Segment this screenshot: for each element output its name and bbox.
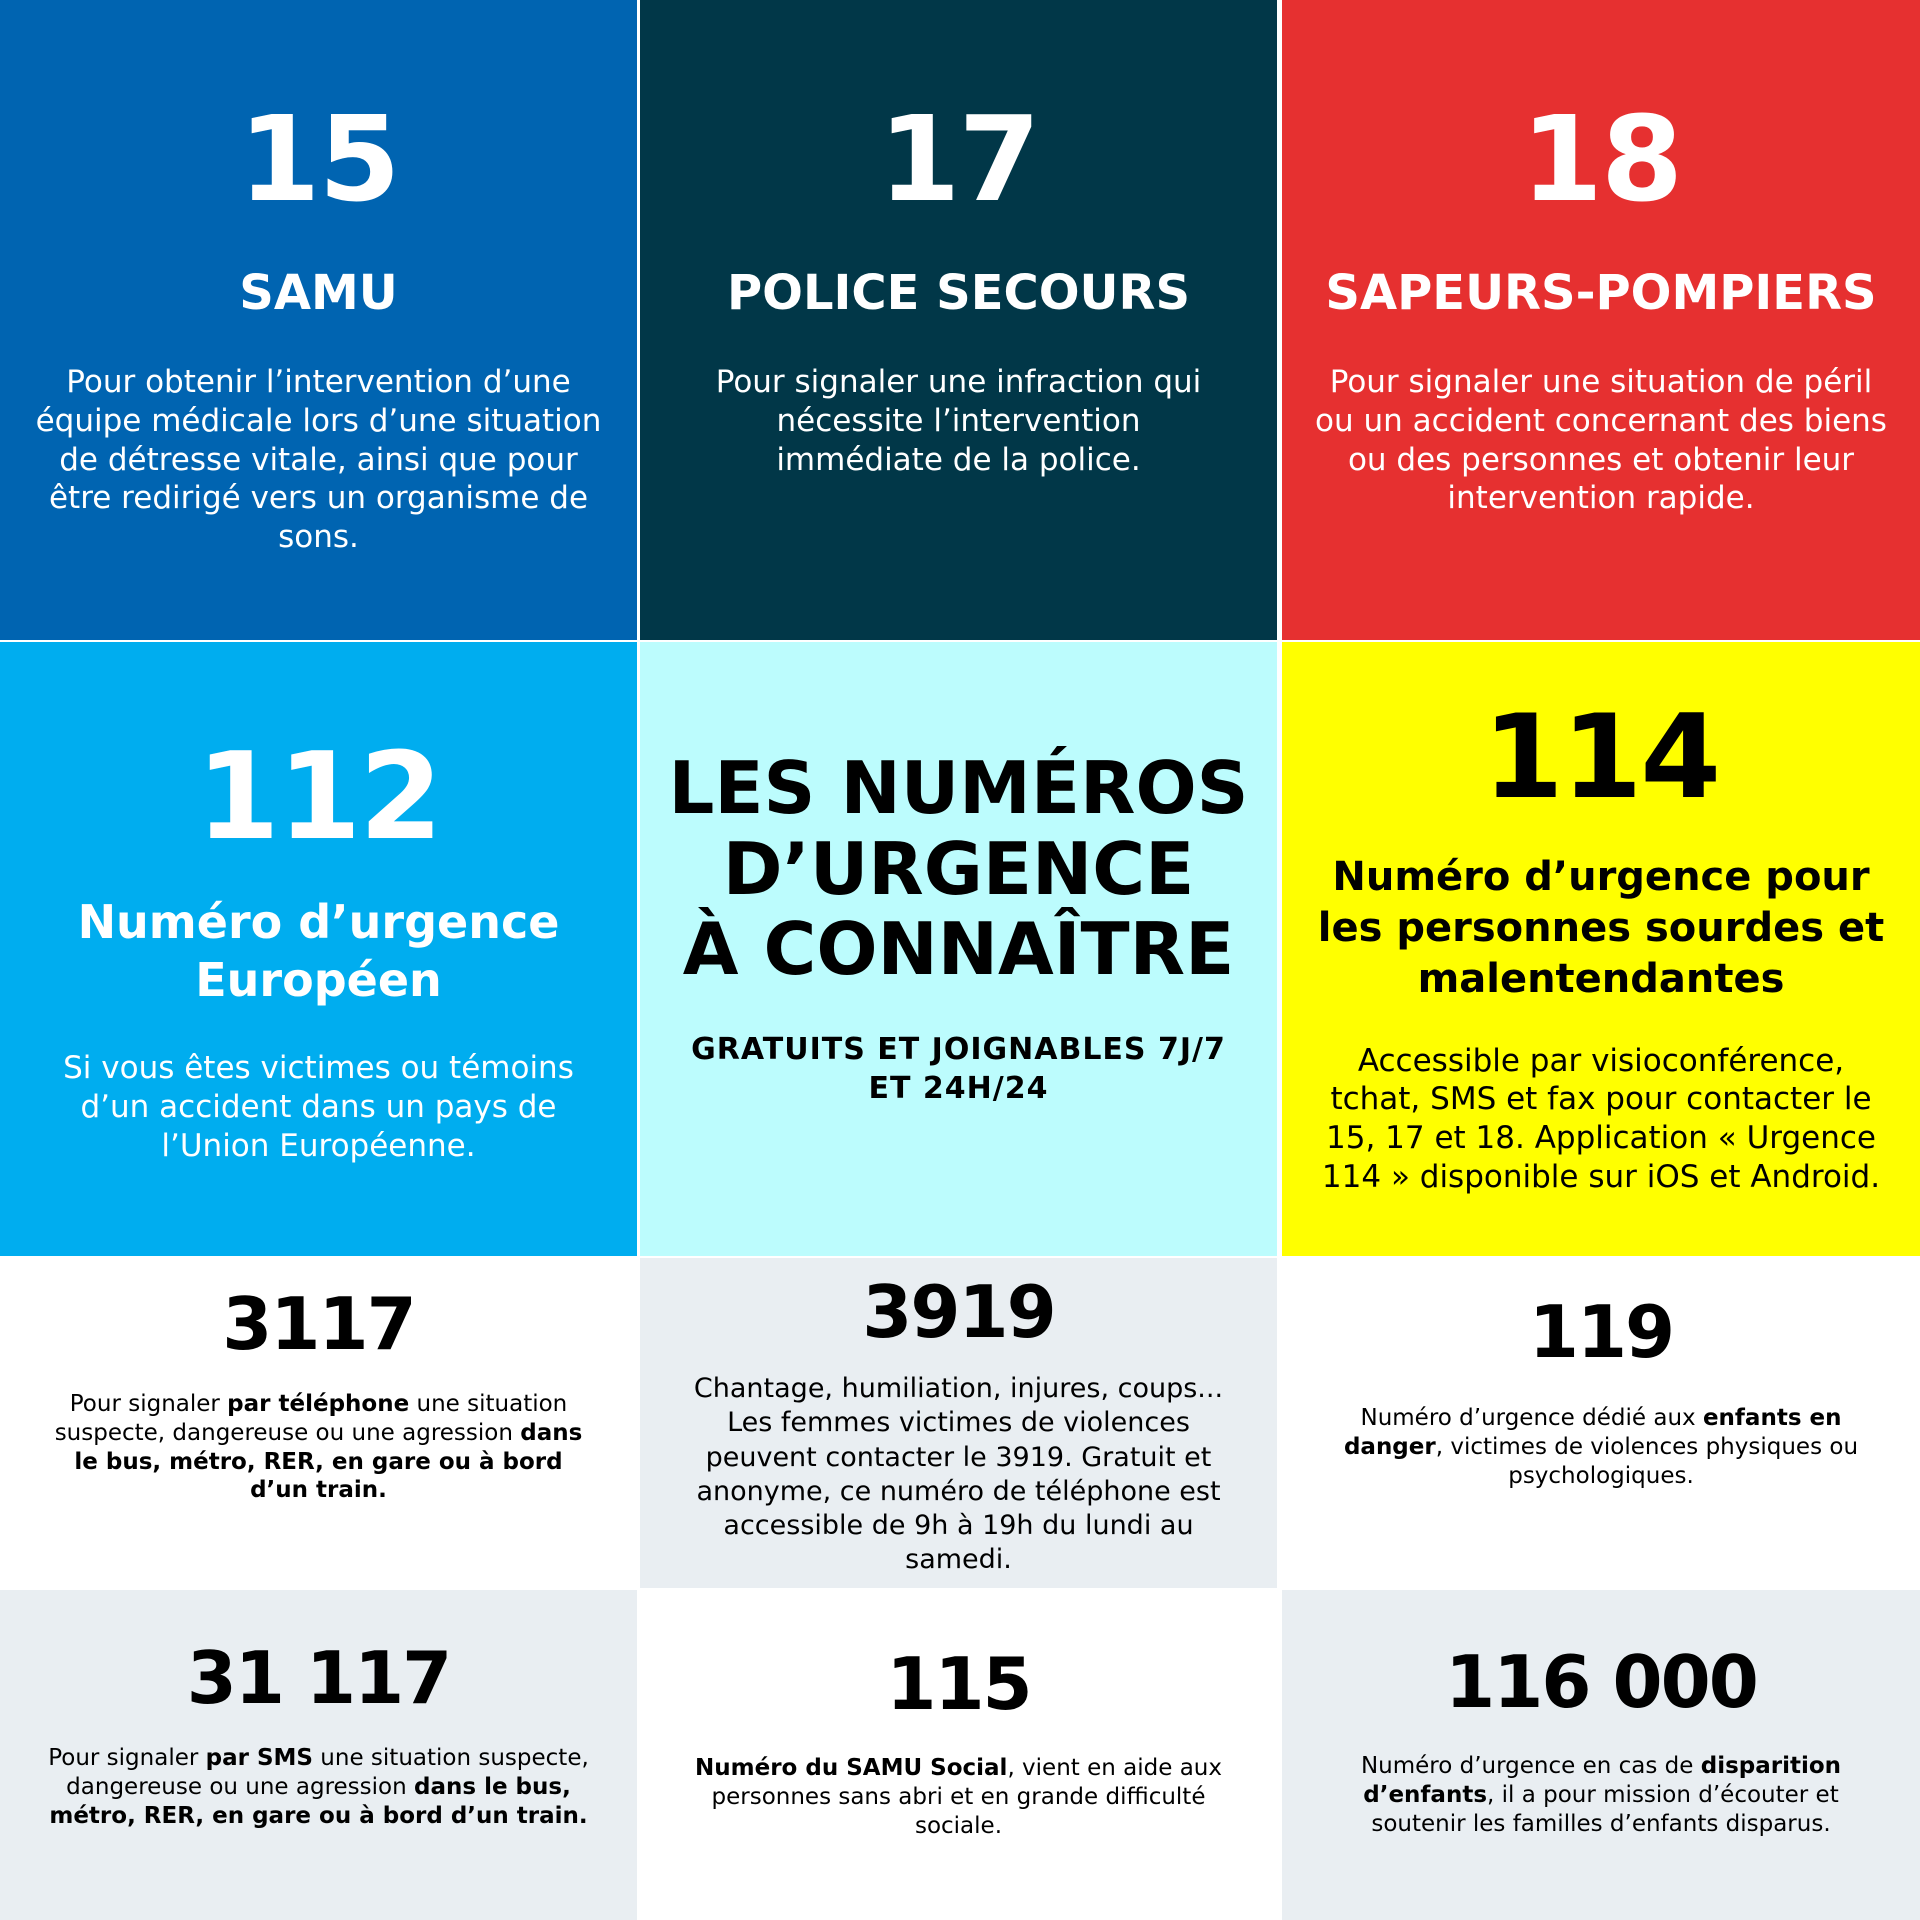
card-violences <box>640 1258 1277 1588</box>
sncf-sms-desc-bold2: dans le bus, métro, RER, en gare ou à bord d’un train. <box>49 1773 588 1829</box>
police-number: 17 <box>878 90 1039 228</box>
sncf-sms-desc-bold1: par SMS <box>205 1745 313 1771</box>
europe-description: Si vous êtes victimes ou témoins d’un accident dans un pays de l’Union Européenne. <box>63 1050 574 1164</box>
card-disparition <box>1282 1590 1920 1920</box>
card-sourds <box>1282 642 1920 1256</box>
sourds-title: Numéro d’urgence pour les personnes sourdes et malentendantes <box>1317 854 1885 1003</box>
card-sncf-sms <box>0 1590 637 1920</box>
violences-description: Chantage, humiliation, injures, coups... Les femmes victimes de violences peuvent contacter le 3919. Gratuit et anonyme, ce numéro de téléphone est accessible de 9h à 19h du lundi au samedi. <box>693 1373 1224 1576</box>
pompiers-description: Pour signaler une situation de péril ou un accident concernant des biens ou des personnes et obtenir leur intervention rapide. <box>1315 364 1887 517</box>
card-sncf-phone <box>0 1258 637 1588</box>
disparition-number: 116 000 <box>1445 1640 1757 1724</box>
europe-number: 112 <box>196 728 441 867</box>
card-samu <box>0 0 637 640</box>
card-headline <box>640 642 1277 1256</box>
europe-title-line1: Numéro d’urgence <box>77 895 560 949</box>
card-samu-social <box>640 1590 1277 1920</box>
pompiers-title: SAPEURS-POMPIERS <box>1325 265 1877 321</box>
enfance-number: 119 <box>1528 1290 1674 1374</box>
sncf-sms-number: 31 117 <box>186 1636 451 1720</box>
samu-social-desc-bold: Numéro du SAMU Social <box>695 1755 1008 1781</box>
sncf-phone-desc-pre: Pour signaler <box>69 1391 228 1417</box>
sncf-sms-desc-pre: Pour signaler <box>48 1745 206 1771</box>
sncf-phone-description <box>50 1390 587 1505</box>
samu-description: Pour obtenir l’intervention d’une équipe médicale lors d’une situation de détresse vitale, ainsi que pour être redirigé vers un organisme de sons. <box>35 364 602 556</box>
disparition-desc-post: , il a pour mission d’écouter et soutenir les familles d’enfants disparus. <box>1371 1781 1839 1837</box>
disparition-description <box>1322 1752 1880 1838</box>
enfance-desc-post: , victimes de violences physiques ou psychologiques. <box>1435 1433 1859 1489</box>
sncf-phone-desc-bold1: par téléphone <box>227 1391 410 1417</box>
disparition-desc-bold: disparition d’enfants <box>1363 1753 1842 1808</box>
enfance-desc-bold: enfants en danger <box>1343 1405 1842 1460</box>
headline-line3: À CONNAÎTRE <box>682 907 1235 992</box>
samu-social-number: 115 <box>886 1642 1031 1726</box>
sourds-number: 114 <box>1482 690 1720 825</box>
sncf-sms-desc-mid: une situation suspecte, dangereuse ou une agression <box>66 1745 589 1800</box>
card-pompiers <box>1282 0 1920 640</box>
police-title: POLICE SECOURS <box>726 265 1191 321</box>
samu-title: SAMU <box>239 265 398 321</box>
sourds-description: Accessible par visioconférence, tchat, SMS et fax pour contacter le 15, 17 et 18. Application « Urgence 114 » disponible sur iOS et Android. <box>1321 1042 1881 1195</box>
sncf-sms-description <box>20 1744 617 1830</box>
europe-title-line2: Européen <box>195 952 442 1007</box>
samu-social-desc-post: , vient en aide aux personnes sans abri et en grande difficulté sociale. <box>711 1755 1222 1839</box>
card-enfance <box>1282 1258 1920 1588</box>
sncf-phone-desc-mid: une situation suspecte, dangereuse ou une agression <box>54 1391 568 1446</box>
enfance-description <box>1342 1404 1860 1490</box>
enfance-desc-pre: Numéro d’urgence dédié aux <box>1360 1405 1703 1431</box>
card-police <box>640 0 1277 640</box>
sncf-phone-number: 3117 <box>222 1282 415 1366</box>
europe-title <box>0 894 637 1009</box>
headline-line1: LES NUMÉROS <box>668 746 1249 830</box>
samu-number: 15 <box>238 90 399 228</box>
violences-number: 3919 <box>862 1270 1055 1354</box>
pompiers-number: 18 <box>1520 90 1682 228</box>
headline-title <box>640 748 1277 990</box>
card-europe <box>0 642 637 1256</box>
samu-social-description <box>670 1754 1247 1840</box>
headline-subtitle: GRATUITS ET JOIGNABLES 7J/7 ET 24H/24 <box>691 1031 1226 1106</box>
police-description: Pour signaler une infraction qui nécessite l’intervention immédiate de la police. <box>715 364 1202 478</box>
headline-line2: D’URGENCE <box>722 826 1195 911</box>
sncf-phone-desc-bold2: dans le bus, métro, RER, en gare ou à bord d’un train. <box>74 1419 583 1504</box>
disparition-desc-pre: Numéro d’urgence en cas de <box>1360 1753 1701 1779</box>
